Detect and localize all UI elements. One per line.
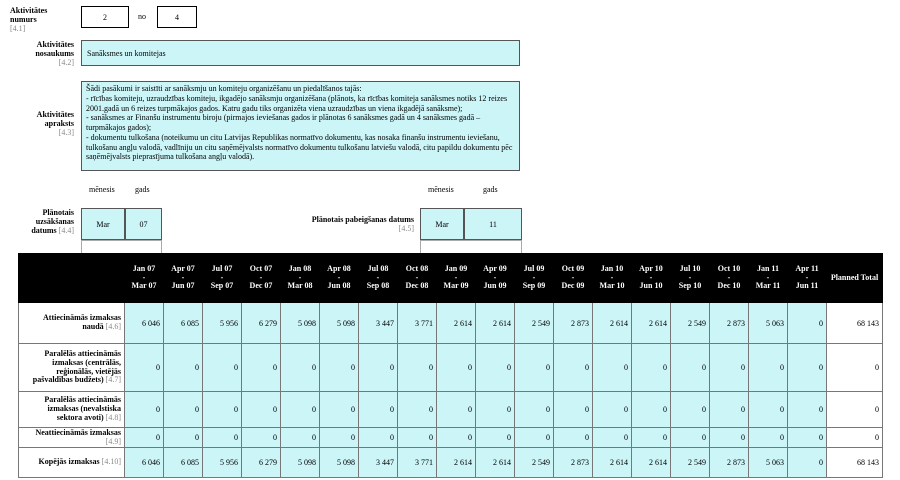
value-cell[interactable]: 5 098 [281,448,320,478]
value-cell[interactable]: 0 [554,392,593,428]
period-header: Jul 08 - Sep 08 [359,254,398,303]
value-cell[interactable]: 0 [593,344,632,392]
value-cell[interactable]: 0 [164,392,203,428]
value-cell[interactable]: 0 [788,448,827,478]
period-header: Jan 11 - Mar 11 [749,254,788,303]
start-year-field[interactable]: 07 [125,208,162,240]
value-cell[interactable]: 2 873 [554,448,593,478]
activity-number-total[interactable]: 4 [157,6,197,28]
end-month-field[interactable]: Mar [420,208,464,240]
period-start: Jan 11 [756,264,779,274]
value-cell[interactable]: 2 614 [476,448,515,478]
activity-name-text: Aktivitātes nosaukums [35,40,74,59]
end-date-ref: [4.5] [398,224,414,234]
table-row [19,392,883,428]
value-cell[interactable]: 0 [788,392,827,428]
table-row [19,303,883,344]
value-cell[interactable]: 2 873 [554,303,593,344]
value-cell[interactable]: 2 614 [593,448,632,478]
table-row [19,448,883,478]
value-cell[interactable]: 2 549 [671,303,710,344]
value-cell[interactable]: 6 279 [242,303,281,344]
period-end: Sep 09 [522,281,546,291]
value-cell[interactable]: 0 [281,428,320,448]
period-start: Jul 08 [367,264,389,274]
period-end: Jun 07 [171,281,195,291]
period-header: Apr 08 - Jun 08 [320,254,359,303]
value-cell[interactable]: 0 [749,428,788,448]
value-cell[interactable]: 6 085 [164,303,203,344]
value-cell[interactable]: 3 771 [398,448,437,478]
cost-table [18,253,883,478]
value-cell[interactable]: 0 [710,392,749,428]
period-header: Jul 07 - Sep 07 [203,254,242,303]
value-cell[interactable]: 2 873 [710,303,749,344]
period-start: Oct 07 [249,264,273,274]
period-header: Apr 09 - Jun 09 [476,254,515,303]
total-cell: 68 143 [827,303,883,344]
value-cell[interactable]: 3 771 [398,303,437,344]
start-month-field[interactable]: Mar [81,208,125,240]
period-end: Sep 10 [678,281,702,291]
period-start: Jan 07 [132,264,156,274]
row-label-ref: [4.7] [105,375,121,385]
value-cell[interactable]: 0 [476,392,515,428]
period-start: Jul 07 [211,264,233,274]
activity-desc-field[interactable] [81,81,520,171]
value-cell[interactable]: 6 279 [242,448,281,478]
value-cell[interactable]: 0 [203,392,242,428]
value-cell[interactable]: 0 [632,428,671,448]
period-end: Jun 08 [327,281,351,291]
value-cell[interactable]: 0 [554,428,593,448]
period-start: Jul 09 [523,264,545,274]
value-cell[interactable]: 0 [398,344,437,392]
value-cell[interactable]: 0 [632,344,671,392]
period-header: Oct 09 - Dec 09 [554,254,593,303]
row-label [19,448,125,478]
value-cell[interactable]: 0 [554,344,593,392]
value-cell[interactable]: 0 [125,392,164,428]
period-start: Apr 08 [327,264,351,274]
value-cell[interactable]: 5 098 [320,448,359,478]
value-cell[interactable]: 6 046 [125,448,164,478]
value-cell[interactable]: 0 [710,344,749,392]
period-header: Jul 09 - Sep 09 [515,254,554,303]
value-cell[interactable]: 0 [320,344,359,392]
period-start: Apr 09 [483,264,507,274]
value-cell[interactable]: 0 [710,428,749,448]
period-header: Jul 10 - Sep 10 [671,254,710,303]
value-cell[interactable]: 0 [125,344,164,392]
value-cell[interactable]: 0 [242,428,281,448]
value-cell[interactable]: 0 [515,344,554,392]
value-cell[interactable]: 2 614 [593,303,632,344]
value-cell[interactable]: 0 [788,303,827,344]
period-header: Jan 09 - Mar 09 [437,254,476,303]
period-header: Apr 10 - Jun 10 [632,254,671,303]
value-cell[interactable]: 0 [632,392,671,428]
desc-line: - rīcības komiteju, uzraudzības komiteju, ikgadējo sanāksmju organizēšana (plānots, ka rīcības komiteja sanāksmes notiks 12 reizes 2001.gadā un 6 reizes turpmākajos gados. Katru gadu tiks organizēta viena uzraudzības un viena ikgadējā sanāksme); [86,93,508,113]
row-label-text: Kopējās izmaksas [38,457,100,467]
activity-name-label [10,40,74,68]
activity-name-field[interactable] [81,40,520,66]
period-end: Dec 10 [717,281,741,291]
period-header: Jan 07 - Mar 07 [125,254,164,303]
row-label-text: Attiecināmās izmaksas naudā [43,313,121,331]
period-end: Jun 09 [483,281,507,291]
period-header: Apr 11 - Jun 11 [788,254,827,303]
value-cell[interactable]: 2 549 [515,448,554,478]
table-row [19,344,883,392]
period-header: Oct 10 - Dec 10 [710,254,749,303]
value-cell[interactable]: 0 [359,392,398,428]
value-cell[interactable]: 2 614 [632,448,671,478]
value-cell[interactable]: 0 [125,428,164,448]
value-cell[interactable]: 0 [398,392,437,428]
value-cell[interactable]: 5 098 [320,303,359,344]
period-end: Mar 07 [131,281,157,291]
activity-name-ref: [4.2] [58,58,74,68]
value-cell[interactable]: 0 [749,392,788,428]
value-cell[interactable]: 2 614 [632,303,671,344]
value-cell[interactable]: 2 614 [476,303,515,344]
value-cell[interactable]: 0 [788,428,827,448]
period-header: Oct 07 - Dec 07 [242,254,281,303]
activity-desc-label [10,110,74,138]
table-header-row [19,254,883,303]
row-label-ref: [4.6] [105,322,121,331]
row-label [19,344,125,392]
period-start: Oct 08 [405,264,429,274]
period-end: Mar 10 [599,281,625,291]
total-cell: 0 [827,392,883,428]
start-month-header: mēnesis [89,185,115,194]
row-label [19,303,125,344]
period-start: Apr 07 [171,264,195,274]
period-end: Jun 10 [639,281,663,291]
value-cell[interactable]: 5 956 [203,448,242,478]
value-cell[interactable]: 0 [242,344,281,392]
period-header: Apr 07 - Jun 07 [164,254,203,303]
value-cell[interactable]: 0 [320,392,359,428]
desc-line: - sanāksmes ar Finanšu instrumentu biroju (pirmajos ieviešanas gados ir plānotas 6 sanāksmes gadā un 4 sanāksmes gadā – turpmākajos gados); [86,113,481,132]
value-cell[interactable]: 0 [593,392,632,428]
period-header: Oct 08 - Dec 08 [398,254,437,303]
total-cell: 0 [827,344,883,392]
value-cell[interactable]: 0 [476,428,515,448]
row-label [19,428,125,448]
period-header: Jan 10 - Mar 10 [593,254,632,303]
value-cell[interactable]: 0 [320,428,359,448]
corner-header [19,254,125,303]
row-label [19,392,125,428]
value-cell[interactable]: 3 447 [359,448,398,478]
value-cell[interactable]: 0 [671,428,710,448]
start-lower-border [81,240,162,253]
value-cell[interactable]: 2 614 [437,303,476,344]
period-end: Dec 07 [249,281,273,291]
activity-number-ref: [4.1] [10,24,26,34]
value-cell[interactable]: 2 549 [515,303,554,344]
activity-number-text: Aktivitātes numurs [10,6,48,25]
value-cell[interactable]: 2 614 [437,448,476,478]
value-cell[interactable]: 0 [164,428,203,448]
desc-line: Šādi pasākumi ir saistīti ar sanāksmju un komiteju organizēšanu un piedalīšanos tajās: [86,84,362,93]
period-start: Jan 09 [444,264,468,274]
value-cell[interactable]: 0 [788,344,827,392]
period-end: Dec 09 [561,281,585,291]
value-cell[interactable]: 0 [437,428,476,448]
value-cell[interactable]: 0 [164,344,203,392]
period-start: Apr 10 [639,264,663,274]
total-cell: 68 143 [827,448,883,478]
start-date-ref: [4.4] [58,226,74,236]
row-label-text: Neattiecināmās izmaksas [35,427,121,437]
activity-desc-text: Aktivitātes apraksts [36,110,74,129]
end-lower-border [420,240,522,253]
value-cell[interactable]: 5 956 [203,303,242,344]
value-cell[interactable]: 0 [593,428,632,448]
value-cell[interactable]: 0 [359,428,398,448]
end-year-header: gads [483,185,498,194]
value-cell[interactable]: 0 [515,392,554,428]
value-cell[interactable]: 0 [671,344,710,392]
value-cell[interactable]: 0 [203,428,242,448]
value-cell[interactable]: 0 [437,344,476,392]
end-date-text: Plānotais pabeigšanas datums [311,215,414,224]
period-start: Jan 08 [288,264,312,274]
value-cell[interactable]: 0 [359,344,398,392]
activity-name-value: Sanāksmes un komitejas [87,48,166,58]
value-cell[interactable]: 0 [281,392,320,428]
end-date-label [300,215,414,233]
value-cell[interactable]: 0 [437,392,476,428]
total-cell: 0 [827,428,883,448]
period-end: Mar 08 [287,281,313,291]
activity-number-label [10,6,48,34]
value-cell[interactable]: 2 873 [710,448,749,478]
start-date-label [10,208,74,236]
start-date-text: Plānotais uzsākšanas datums [31,208,74,236]
value-cell[interactable]: 0 [476,344,515,392]
period-start: Jul 10 [679,264,701,274]
value-cell[interactable]: 5 063 [749,303,788,344]
activity-number-value[interactable]: 2 [81,6,129,28]
period-end: Dec 08 [405,281,429,291]
row-label-text: Paralēlās attiecināmās izmaksas (centrālās, reģionālās, vietējās pašvaldības budžets) [32,348,121,385]
value-cell[interactable]: 0 [515,428,554,448]
period-end: Mar 09 [443,281,469,291]
value-cell[interactable]: 6 046 [125,303,164,344]
row-label-ref: [4.10] [101,457,121,467]
desc-line: - dokumentu tulkošana (noteikumu un citu Latvijas Republikas normatīvo dokumentu, kas nosaka finanšu instrumentu ieviešanu, tulkošanu angļu valodā, vadlīniju un citu saņēmējvalsts normatīvo dokumentu tulkošanu latviešu valodā, citu papildu dokumentu pēc saņēmējvalsts pieprasījuma tulkošana angļu valodā). [86,132,513,162]
period-end: Mar 11 [755,281,781,291]
period-start: Oct 09 [561,264,585,274]
row-label-text: Paralēlās attiecināmās izmaksas (nevalstiska sektora avoti) [44,395,121,422]
activity-number-of: no [138,12,146,21]
value-cell[interactable]: 6 085 [164,448,203,478]
start-year-header: gads [135,185,150,194]
value-cell[interactable]: 0 [203,344,242,392]
period-start: Jan 10 [600,264,624,274]
period-start: Oct 10 [717,264,741,274]
value-cell[interactable]: 5 098 [281,303,320,344]
period-end: Jun 11 [795,281,819,291]
activity-desc-ref: [4.3] [58,128,74,138]
planned-total-header: Planned Total [827,254,883,303]
period-end: Sep 07 [210,281,234,291]
row-label-ref: [4.8] [105,412,121,422]
period-header: Jan 08 - Mar 08 [281,254,320,303]
period-end: Sep 08 [366,281,390,291]
value-cell[interactable]: 2 549 [671,448,710,478]
value-cell[interactable]: 5 063 [749,448,788,478]
value-cell[interactable]: 0 [242,392,281,428]
table-row [19,428,883,448]
value-cell[interactable]: 0 [671,392,710,428]
row-label-ref: [4.9] [105,436,121,446]
period-start: Apr 11 [795,264,819,274]
end-month-header: mēnesis [428,185,454,194]
value-cell[interactable]: 0 [398,428,437,448]
value-cell[interactable]: 0 [281,344,320,392]
value-cell[interactable]: 0 [749,344,788,392]
value-cell[interactable]: 3 447 [359,303,398,344]
end-year-field[interactable]: 11 [464,208,522,240]
